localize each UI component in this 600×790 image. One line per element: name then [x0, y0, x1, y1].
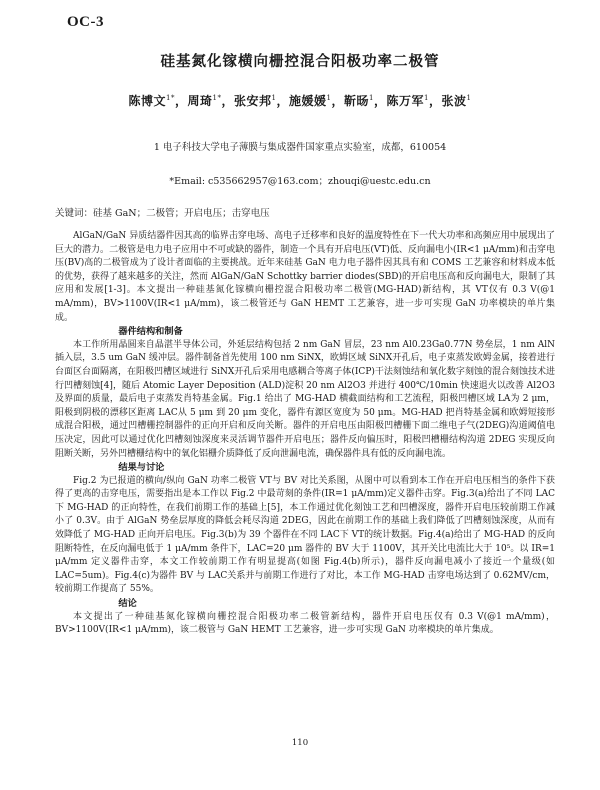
section-heading: 器件结构和制备 — [118, 326, 183, 338]
author-name: 陈万军 — [386, 94, 425, 108]
keywords-line — [55, 205, 270, 219]
author-name: 张波 — [441, 94, 467, 108]
page-number: 110 — [291, 738, 309, 748]
paper-body — [55, 230, 555, 638]
keywords-label: 关键词： — [55, 208, 94, 219]
author-name: 施媛媛 — [289, 94, 327, 108]
keywords-text: 硅基 GaN；二极管；开启电压；击穿电压 — [93, 208, 270, 219]
contact-email: *Email: c535662957@163.com；zhouqi@uestc.edu.cn — [169, 176, 431, 187]
author-name: 陈博文 — [128, 94, 167, 108]
section-heading: 结果与讨论 — [118, 462, 165, 474]
author-affiliation-mark: 1 — [424, 94, 429, 102]
author-affiliation-mark: 1 — [466, 94, 472, 102]
session-code: OC-3 — [67, 14, 104, 30]
body-paragraph: 本文提出了一种硅基氮化镓横向栅控混合阳极功率二极管新结构，器件开启电压仅有 0.3 V(@1 mA/mm)，BV>1100V(IR<1 μA/mm)，该二极管与 GaN HEMT 工艺兼容，进一步可实现 GaN 功率模块的单片集成。 — [55, 611, 555, 636]
author-list: 陈博文$^{1*}$，周琦$^{1*}$，张安邦$^1$，施媛媛$^1$，靳旸$^1$，陈万军$^1$，张波$^1$ — [128, 94, 472, 108]
author-affiliation-mark: 1 — [369, 94, 374, 102]
author-affiliation-mark: 1 — [271, 94, 277, 102]
paper-title: 硅基氮化镓横向栅控混合阳极功率二极管 — [160, 54, 440, 70]
author-name: 周琦 — [187, 94, 213, 108]
body-paragraph: AlGaN/GaN 异质结器件因其高的临界击穿电场、高电子迁移率和良好的温度特性在下一代大功率和高频应用中展现出了巨大的潜力。二极管是电力电子应用中不可或缺的器件，制造一个具有开启电压(VT)低、反向漏电小(IR<1 μA/mm)和击穿电压(BV)高的二极管成为了设计者面临的主要挑战。近年来硅基 GaN 电力电子器件因其具有和 COMS 工艺兼容和材料成本低的优势，获得了越来越多的关注，然而 AlGaN/GaN Schottky barrier diodes(SBD)的开启电压高和反向漏电大，限制了其应用和发展[1-3]。本文提出一种硅基氮化镓横向栅控混合阳极功率二极管(MG-HAD)新结构，其 VT仅有 0.3 V(@1 mA/mm)，BV>1100V(IR<1 μA/mm)，该二极管还与 GaN HEMT 工艺兼容，进一步可实现 GaN 功率模块的单片集成。 — [55, 231, 555, 323]
body-paragraph: Fig.2 为已报道的横向/纵向 GaN 功率二极管 VT与 BV 对比关系图，从图中可以看到本工作在开启电压相当的条件下获得了更高的击穿电压，需要指出是本工作以 Fig.2 中最苛刻的条件(IR=1 μA/mm)定义器件击穿。Fig.3(a)给出了不同 LAC下 MG-HAD 的正向特性，在我们前期工作的基础上[5]，本工作通过优化刻蚀工艺和凹槽深度，器件开启电压较前期工作减小了 0.3V。由于 AlGaN 势垒层厚度的降低会耗尽沟道 2DEG，因此在前期工作的基础上我们降低了凹槽刻蚀深度，从而有效降低了 MG-HAD 正向开启电压。Fig.3(b)为 39 个器件在不同 LAC下 VT的统计数据。Fig.4(a)给出了 MG-HAD 的反向阻断特性，在反向漏电低于 1 μA/mm 条件下，LAC=20 μm 器件的 BV 大于 1100V，其开关比电流比大于 10⁵。以 IR=1 μA/mm 定义器件击穿，本文工作较前期工作有明显提高(如图 Fig.4(b)所示)，器件反向漏电减小了接近一个量级(如 LAC=5um)。Fig.4(c)为器件 BV 与 LAC关系并与前期工作进行了对比，本工作 MG-HAD 击穿电场达到了 0.62MV/cm，较前期工作提高了 55%。 — [55, 475, 555, 595]
author-name: 靳旸 — [344, 94, 370, 108]
author-name: 张安邦 — [234, 94, 272, 108]
author-affiliation-mark: 1* — [166, 94, 175, 102]
body-paragraph: 本工作所用晶圆来自晶湛半导体公司，外延层结构包括 2 nm GaN 冒层，23 nm Al0.23Ga0.77N 势垒层，1 nm AlN 插入层，3.5 um GaN 缓冲层。器件制备首先使用 100 nm SiNX，欧姆区域 SiNX开孔后，电子束蒸发欧姆金属，接着进行台面区台面隔离，在阳极凹槽区域进行 SiNX开孔后采用电感耦合等离子体(ICP)干法刻蚀结和氧化数字刻蚀的混合刻蚀技术进行凹槽刻蚀[4]，随后 Atomic Layer Deposition (ALD)淀积 20 nm Al2O3 并进行 400℃/10min 快速退火以改善 Al2O3 及界面的质量，最后电子束蒸发肖特基金属。Fig.1 给出了 MG-HAD 横截面结构和工艺流程，阳极凹槽区域 LA为 2 μm，阳极到阴极的漂移区距离 LAC从 5 μm 到 20 μm 变化，器件有源区宽度为 50 μm。MG-HAD 把肖特基金属和欧姆短接形成混合阳极，通过凹槽栅控制器件的正向开启和反向关断。器件的开启电压由阳极凹槽栅下面二维电子气(2DEG)沟道阈值电压决定，因此可以通过优化凹槽刻蚀深度来灵活调节器件开启电压；器件反向偏压时，阳极凹槽栅结构沟道 2DEG 实现反向阻断关断，另外凹槽栅结构中的氧化铝栅介质降低了反向泄漏电流，确保器件具有低的反向漏电流。 — [55, 339, 555, 459]
affiliation: 1 电子科技大学电子薄膜与集成器件国家重点实验室，成都，610054 — [153, 142, 447, 153]
section-heading: 结论 — [118, 598, 137, 610]
author-affiliation-mark: 1 — [326, 94, 332, 102]
author-affiliation-mark: 1* — [212, 94, 222, 102]
